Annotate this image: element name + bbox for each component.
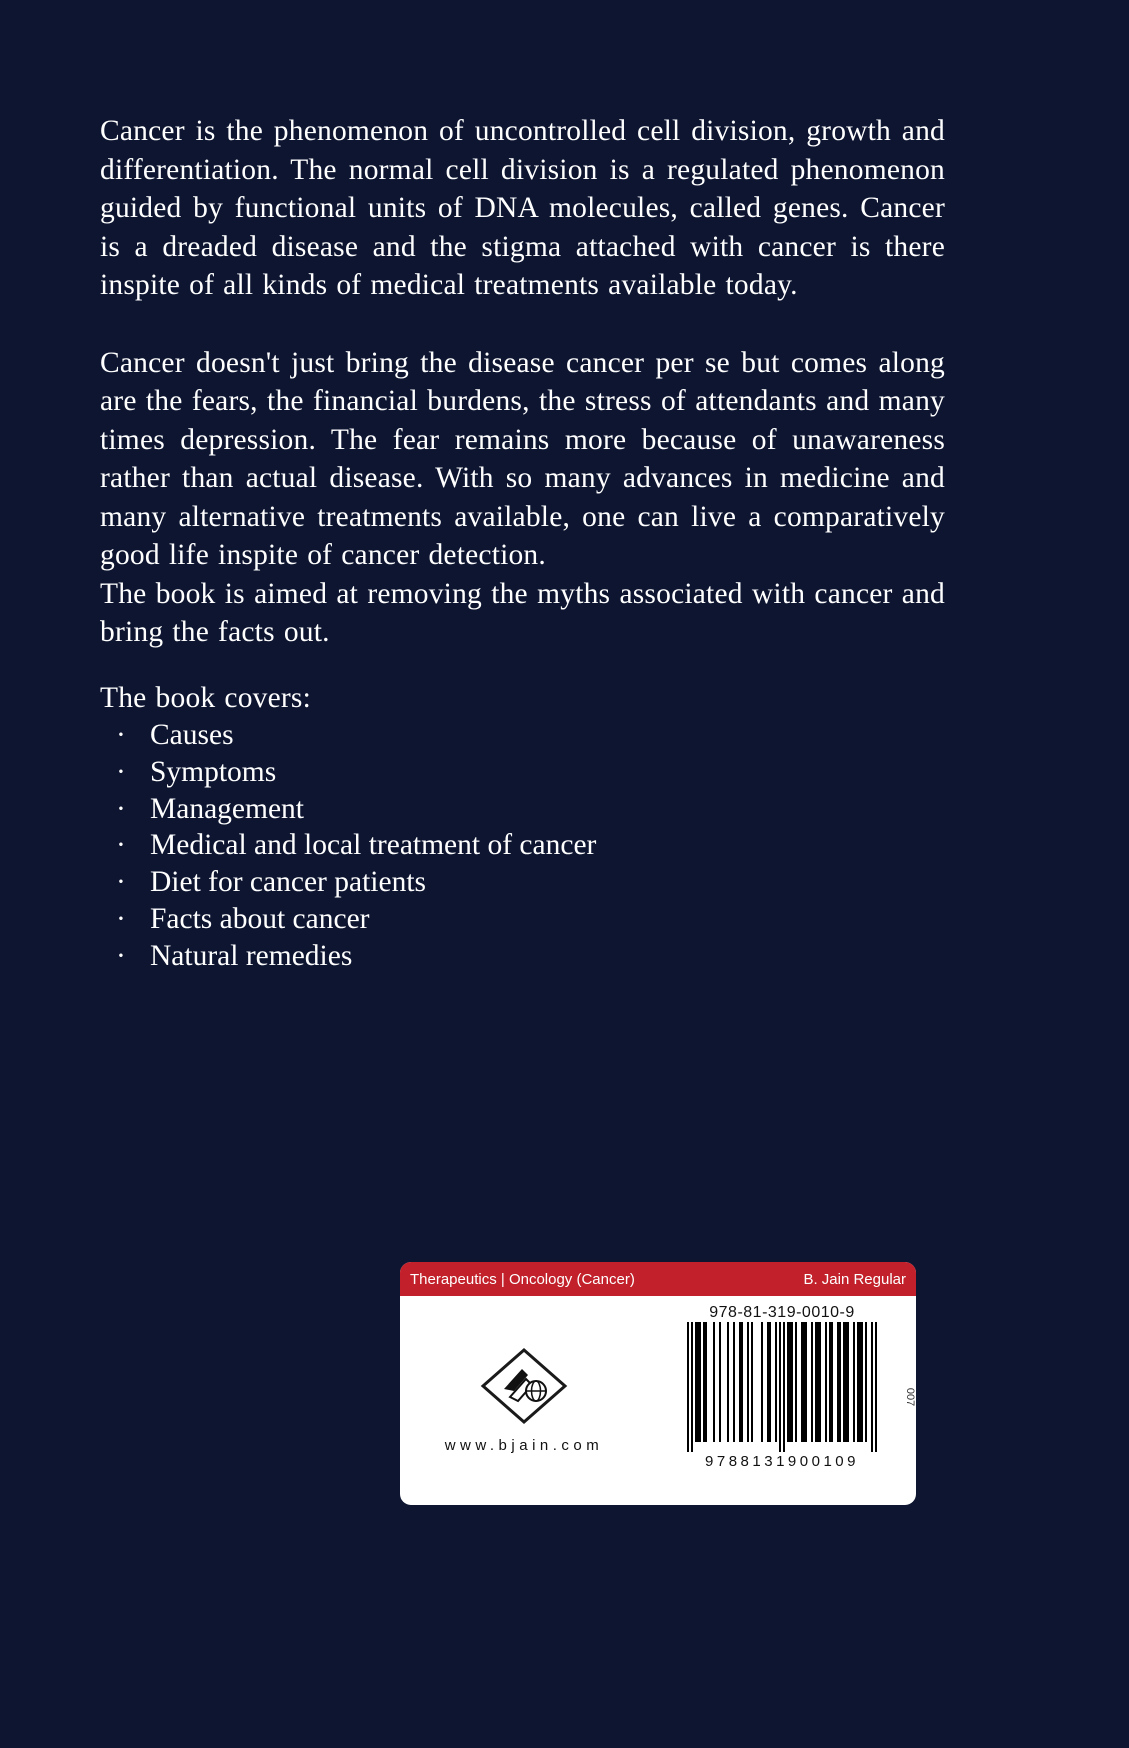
barcode [682,1322,882,1452]
bullet-icon: · [116,939,126,972]
bullet-icon: · [116,755,126,788]
publisher-logo-block [400,1296,648,1505]
list-item-label: Medical and local treatment of cancer [150,829,597,862]
list-item-label: Management [150,792,304,825]
bjain-logo-icon [480,1347,568,1425]
barcode-block [648,1296,916,1505]
blurb-paragraph-3: The book is aimed at removing the myths associated with cancer and bring the facts out. [100,577,945,648]
bullet-icon: · [116,866,126,899]
publisher-website: www.bjain.com [444,1437,604,1454]
blurb-paragraph-2: Cancer doesn't just bring the disease cancer per se but comes along are the fears, the financial burdens, the stress of attendants and many times depression. The fear remains more because of unawareness rather than actual disease. With so many advances in medicine and many alternative treatments available, one can live a comparatively good life inspite of cancer detection. [100,346,945,571]
print-code: 007 [903,1387,916,1407]
label-header-bar [400,1262,916,1296]
list-item-label: Natural remedies [150,939,353,972]
publisher-label [400,1262,916,1505]
covers-list [100,717,945,975]
list-item-label: Diet for cancer patients [150,866,427,899]
list-item [100,901,945,938]
bullet-icon: · [116,792,126,825]
category-text: Therapeutics | Oncology (Cancer) [410,1270,635,1288]
blurb-text-block [100,112,945,975]
covers-heading: The book covers: [100,681,312,714]
bullet-icon: · [116,902,126,935]
list-item-label: Symptoms [150,755,277,788]
list-item [100,791,945,828]
isbn-text: 978-81-319-0010-9 [709,1304,855,1321]
barcode-number: 9788131900109 [705,1453,859,1470]
list-item [100,827,945,864]
list-item [100,938,945,975]
bullet-icon: · [116,829,126,862]
list-item [100,864,945,901]
list-item [100,717,945,754]
list-item-label: Causes [150,719,234,751]
edition-text: B. Jain Regular [803,1270,906,1288]
bullet-icon: · [116,719,126,751]
list-item-label: Facts about cancer [150,902,370,935]
blurb-paragraph-1: Cancer is the phenomenon of uncontrolled cell division, growth and differentiation. The normal cell division is a regulated phenomenon guided by functional units of DNA molecules, called genes. Cancer is a dreaded disease and the stigma attached with cancer is there inspite of all kinds of medical treatments available today. [100,115,945,301]
label-body [400,1296,916,1505]
list-item [100,754,945,791]
